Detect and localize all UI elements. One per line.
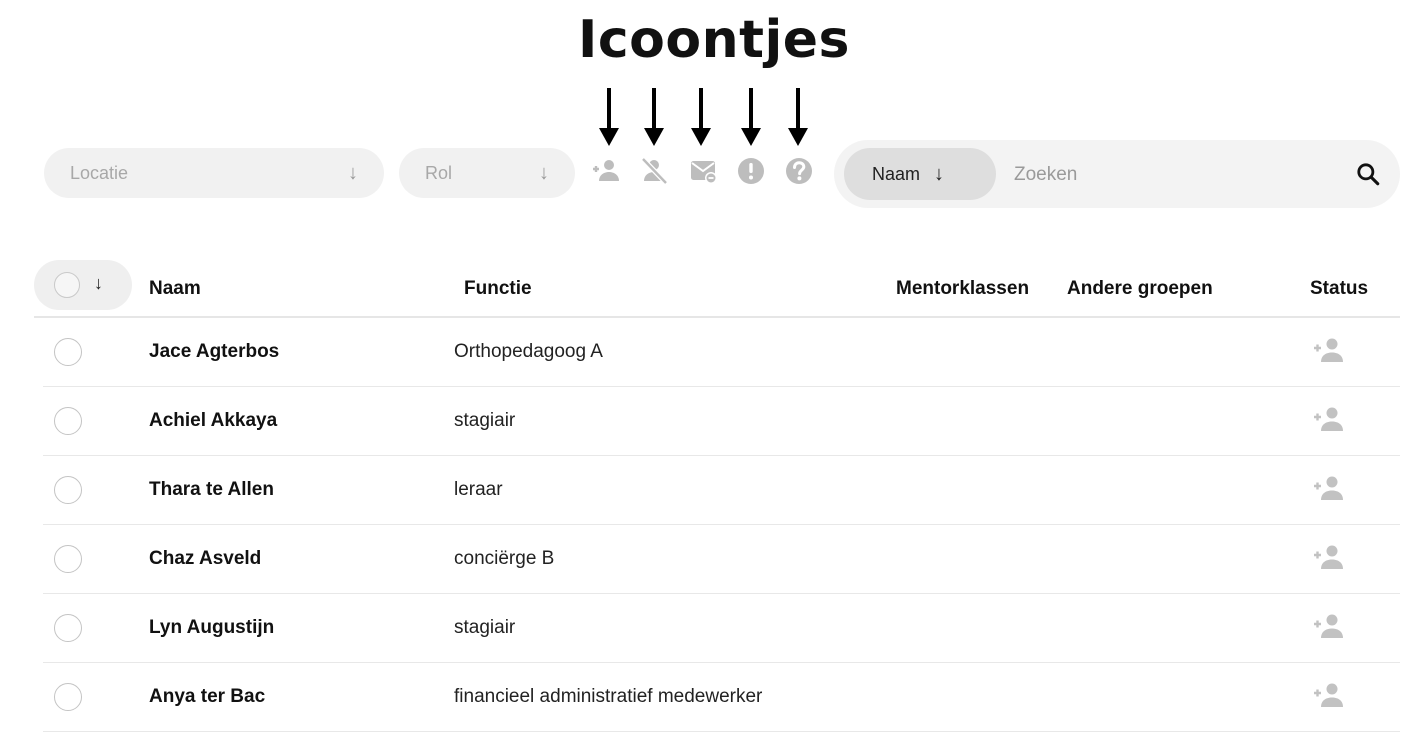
row-function: leraar [454,479,503,500]
search-field-label: Naam [872,163,921,184]
row-checkbox[interactable] [54,683,82,711]
column-header-status[interactable]: Status [1310,278,1369,299]
select-all-toggle[interactable] [34,260,132,310]
row-checkbox[interactable] [54,338,82,366]
chevron-down-icon: ↓ [934,162,945,185]
row-name[interactable]: Lyn Augustijn [149,617,275,638]
search-field-select[interactable] [844,148,996,200]
annotation-arrow-4 [741,88,761,148]
annotation-title: Icoontjes [577,10,851,70]
annotation-arrow-1 [599,88,619,148]
add-user-icon[interactable] [1311,336,1345,366]
row-checkbox[interactable] [54,476,82,504]
add-user-icon[interactable] [1311,474,1345,504]
annotation-arrow-2 [644,88,664,148]
alert-icon[interactable] [734,154,768,188]
chevron-down-icon[interactable]: ↓ [94,273,103,293]
mail-remove-icon[interactable] [686,154,720,188]
row-function: conciërge B [454,548,555,569]
row-name[interactable]: Anya ter Bac [149,686,266,707]
row-function: Orthopedagoog A [454,341,603,362]
row-checkbox[interactable] [54,407,82,435]
table-row[interactable] [43,525,1400,594]
select-all-checkbox[interactable] [54,272,80,298]
table-row[interactable] [43,456,1400,525]
table-header [34,260,1400,318]
row-name[interactable]: Chaz Asveld [149,548,262,569]
annotation-arrow-5 [788,88,808,148]
row-checkbox[interactable] [54,545,82,573]
role-dropdown-label: Rol [425,162,453,183]
row-name[interactable]: Thara te Allen [149,479,274,500]
table-row[interactable] [43,594,1400,663]
chevron-down-icon: ↓ [539,161,549,184]
row-name[interactable]: Jace Agterbos [149,341,280,362]
column-header-function[interactable]: Functie [464,278,532,299]
search-bar [834,140,1400,208]
column-header-mentor[interactable]: Mentorklassen [896,278,1030,299]
table-row[interactable] [43,318,1400,387]
row-function: stagiair [454,617,516,638]
search-input[interactable] [1012,154,1336,196]
location-dropdown-label: Locatie [70,162,129,183]
row-function: stagiair [454,410,516,431]
search-icon[interactable] [1352,158,1384,190]
disable-user-icon[interactable] [637,154,671,188]
table-row[interactable] [43,387,1400,456]
role-dropdown[interactable] [399,148,575,198]
add-user-icon[interactable] [1311,612,1345,642]
chevron-down-icon: ↓ [348,161,358,184]
column-header-name[interactable]: Naam [149,278,201,299]
help-icon[interactable] [782,154,816,188]
table-row[interactable] [43,663,1400,732]
location-dropdown[interactable] [44,148,384,198]
row-function: financieel administratief medewerker [454,686,763,707]
add-user-icon[interactable] [589,154,623,188]
add-user-icon[interactable] [1311,543,1345,573]
annotation-arrow-3 [691,88,711,148]
row-checkbox[interactable] [54,614,82,642]
add-user-icon[interactable] [1311,405,1345,435]
row-name[interactable]: Achiel Akkaya [149,410,278,431]
add-user-icon[interactable] [1311,681,1345,711]
column-header-groups[interactable]: Andere groepen [1067,278,1213,299]
